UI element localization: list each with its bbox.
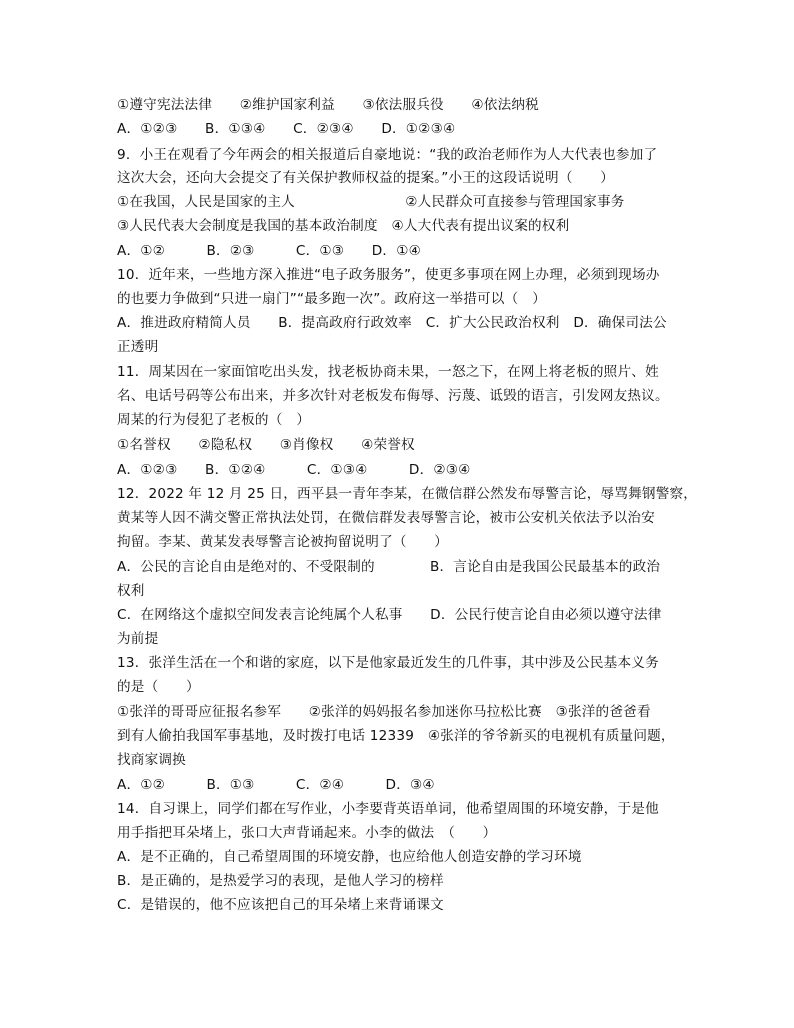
answers-q12-line1: A．公民的言论自由是绝对的、不受限制的 B．言论自由是我国公民最基本的政治 [117,559,661,575]
question-9-line1: 9．小王在观看了今年两会的相关报道后自豪地说：“我的政治老师作为人大代表也参加了 [117,147,658,163]
question-11-line1: 11．周某因在一家面馆吃出头发，找老板协商未果，一怒之下，在网上将老板的照片、姓 [117,364,659,380]
options-q9-line2: ③人民代表大会制度是我国的基本政治制度 ④人大代表有提出议案的权利 [117,218,570,234]
question-11-line3: 周某的行为侵犯了老板的（ ） [117,412,311,428]
options-q8: ①遵守宪法法律 ②维护国家利益 ③依法服兵役 ④依法纳税 [117,97,539,113]
question-14-line1: 14．自习课上，同学们都在写作业，小李要背英语单词，他希望周围的环境安静，于是他 [117,801,659,817]
answers-q8: A．①②③ B．①③④ C．②③④ D．①②③④ [117,121,456,137]
options-q13-line1: ①张洋的哥哥应征报名参军 ②张洋的妈妈报名参加迷你马拉松比赛 ③张洋的爸爸看 [117,704,651,720]
question-11-line2: 名、电话号码等公布出来，并多次针对老板发布侮辱、污蔑、诋毁的语言，引发网友热议。 [117,388,669,404]
answers-q13: A．①② B．①③ C．②④ D．③④ [117,777,435,793]
answers-q12-line2: 权利 [117,583,145,599]
answer-q14-c: C．是错误的，他不应该把自己的耳朵堵上来背诵课文 [117,897,444,913]
question-12-line1: 12．2022 年 12 月 25 日，西平县一青年李某，在微信群公然发布辱警言论，辱骂舞钢警察， [117,486,698,502]
answers-q12-line3: C．在网络这个虚拟空间发表言论纯属个人私事 D．公民行使言论自由必须以遵守法律 [117,607,662,623]
options-q11: ①名誉权 ②隐私权 ③肖像权 ④荣誉权 [117,437,415,453]
answer-q14-b: B．是正确的，是热爱学习的表现，是他人学习的榜样 [117,873,444,889]
answers-q12-line4: 为前提 [117,631,159,647]
options-q13-line2: 到有人偷拍我国军事基地，及时拨打电话 12339 ④张洋的爷爷新买的电视机有质量问题， [117,728,675,744]
question-13-line2: 的是（ ） [117,679,200,695]
options-q9-line1: ①在我国，人民是国家的主人 ②人民群众可直接参与管理国家事务 [117,194,625,210]
answers-q10-line2: 正透明 [117,339,159,355]
question-14-line2: 用手指把耳朵堵上，张口大声背诵起来。小李的做法 （ ） [117,825,497,841]
question-10-line2: 的也要力争做到“只进一扇门”“最多跑一次”。政府这一举措可以（ ） [117,291,546,307]
question-10-line1: 10．近年来，一些地方深入推进“电子政务服务”，使更多事项在网上办理，必须到现场办 [117,267,660,283]
question-12-line2: 黄某等人因不满交警正常执法处罚，在微信群发表辱警言论，被市公安机关依法予以治安 [117,510,655,526]
options-q13-line3: 找商家调换 [117,752,186,768]
answer-q14-a: A．是不正确的，自己希望周围的环境安静，也应给他人创造安静的学习环境 [117,849,582,865]
answers-q11: A．①②③ B．①②④ C．①③④ D．②③④ [117,462,471,478]
question-13-line1: 13．张洋生活在一个和谐的家庭，以下是他家最近发生的几件事，其中涉及公民基本义务 [117,655,659,671]
question-9-line2: 这次大会，还向大会提交了有关保护教师权益的提案。”小王的这段话说明（ ） [117,170,615,186]
answers-q10-line1: A．推进政府精简人员 B．提高政府行政效率 C．扩大公民政治权利 D．确保司法公 [117,315,667,331]
question-12-line3: 拘留。李某、黄某发表辱警言论被拘留说明了（ ） [117,534,449,550]
answers-q9: A．①② B．②③ C．①③ D．①④ [117,243,422,259]
